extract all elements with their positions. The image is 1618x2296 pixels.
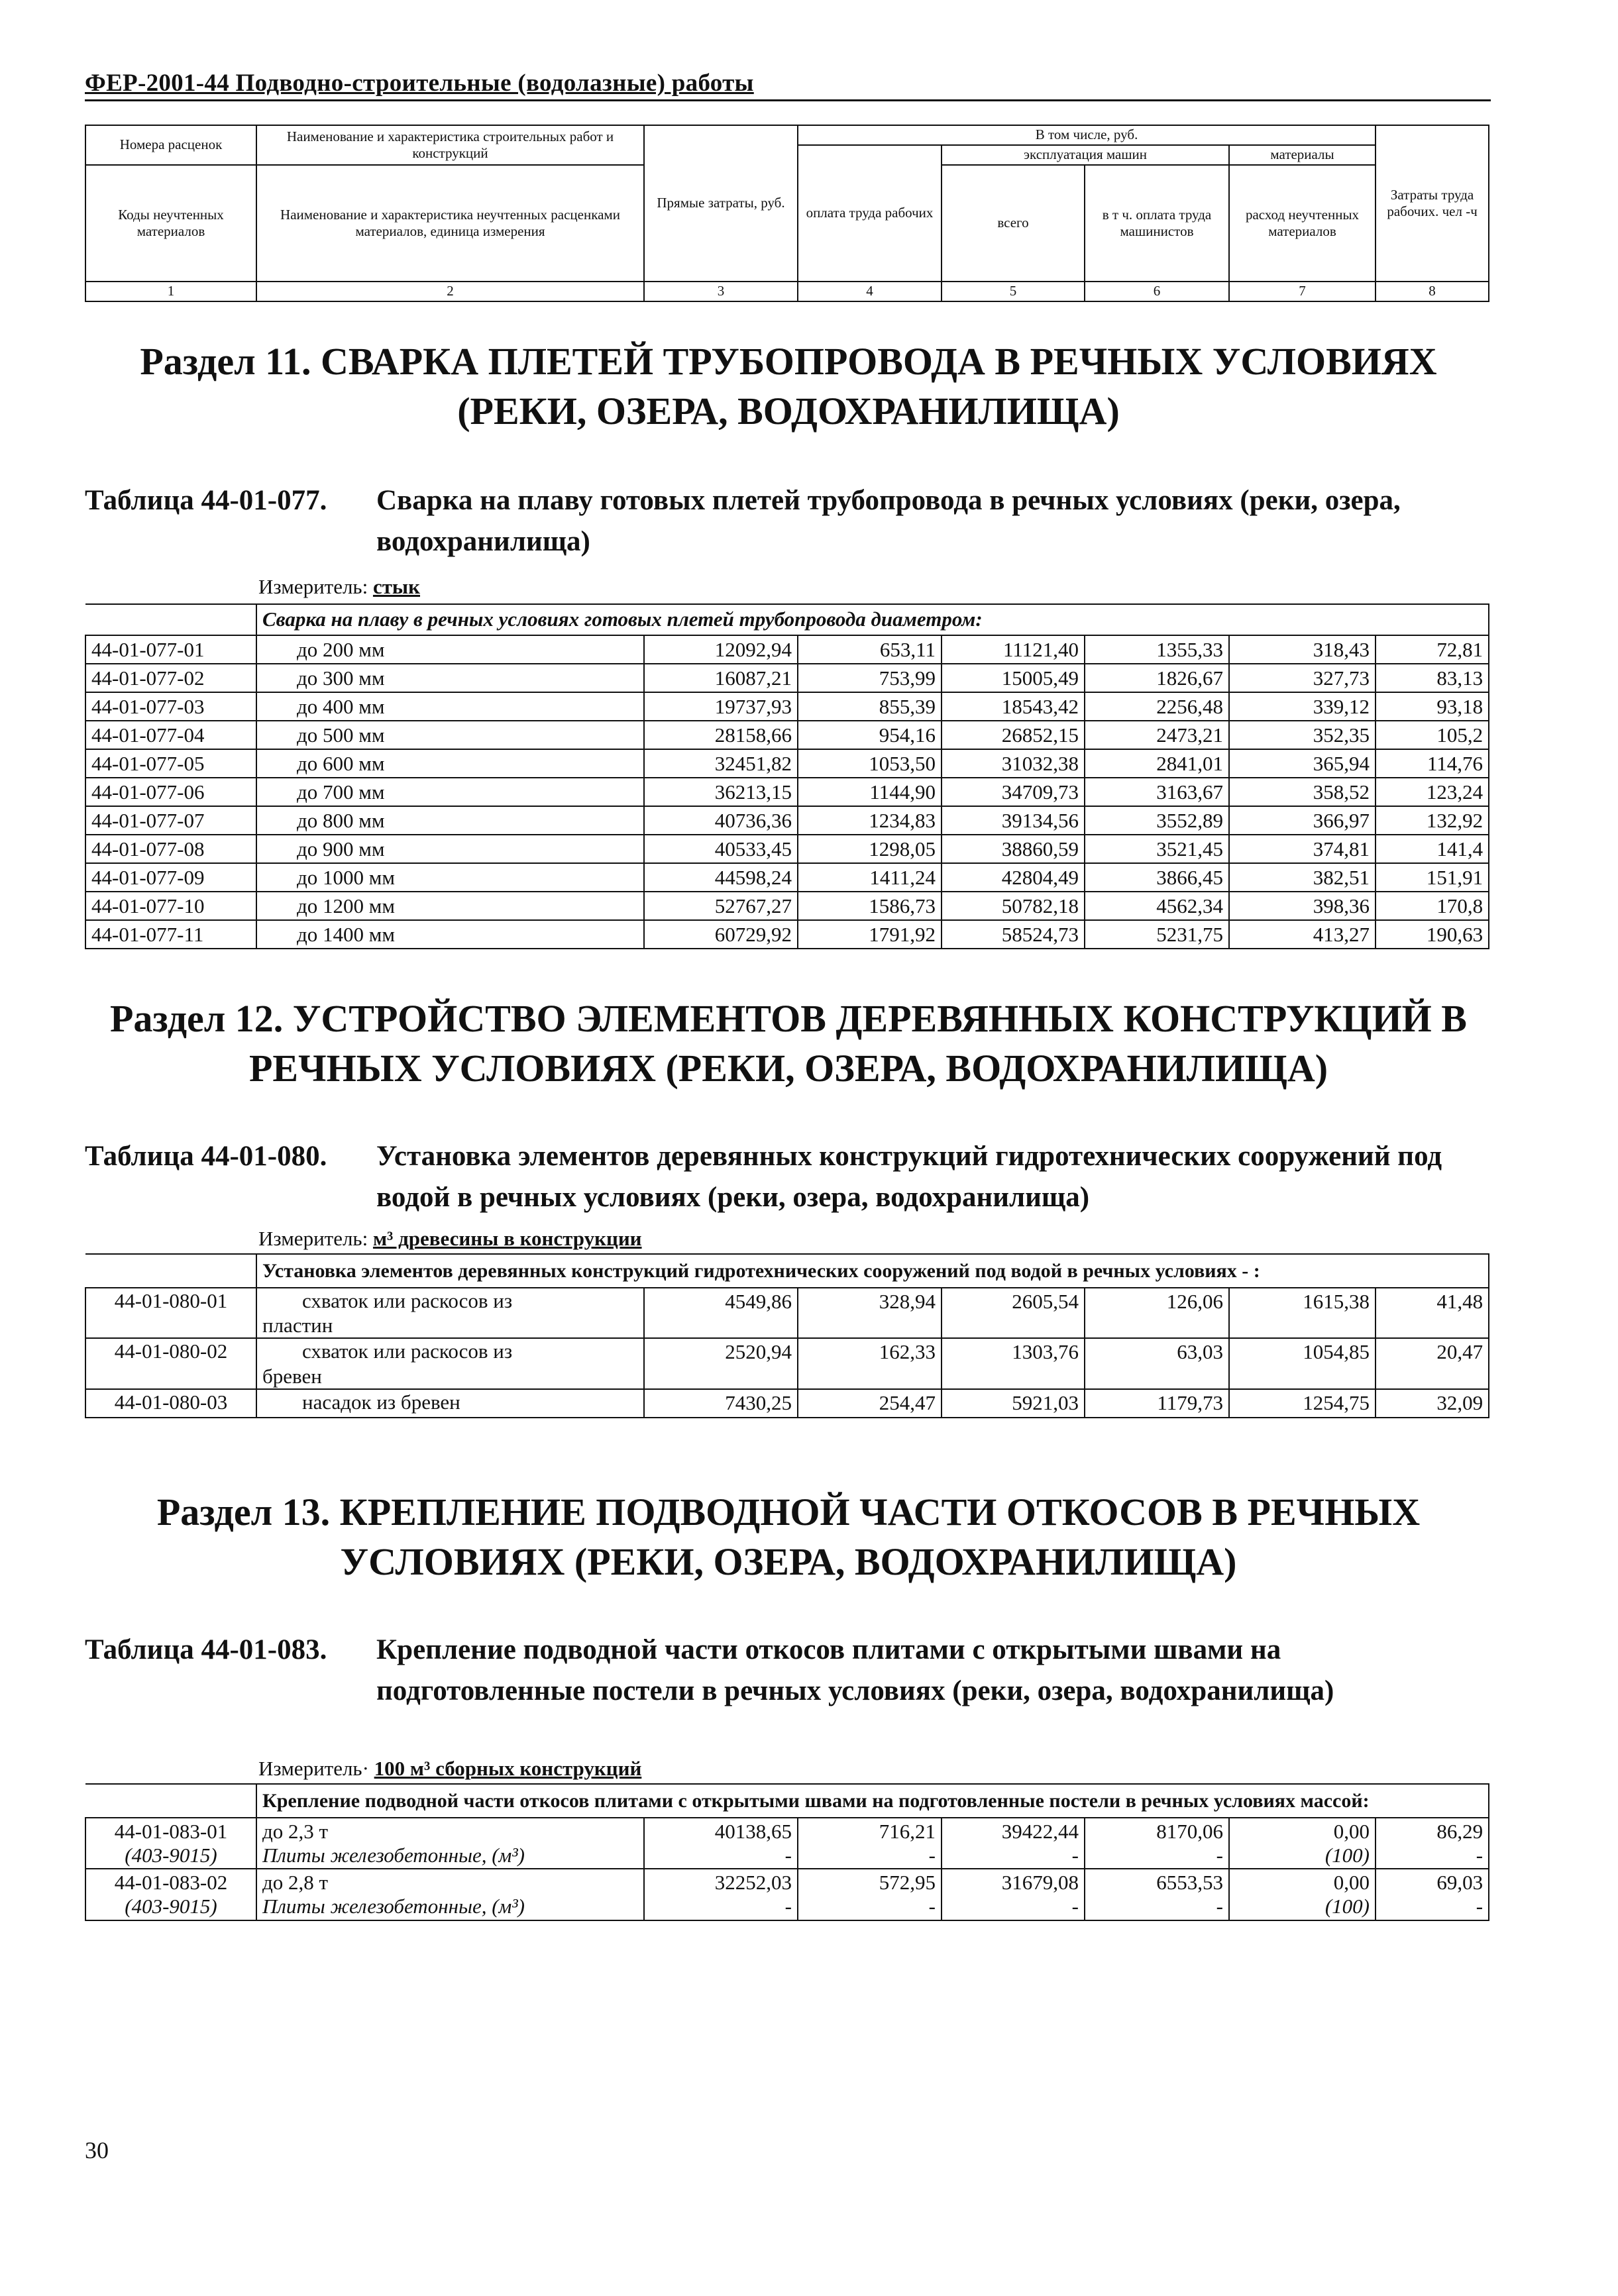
- work-name: до 900 мм: [256, 835, 644, 863]
- value-cell: 63,03: [1085, 1338, 1229, 1388]
- table-row: [85, 892, 1489, 920]
- materials-group-header: материалы: [1229, 145, 1375, 165]
- table-row: [85, 1869, 1489, 1920]
- value-cell: 1053,50: [798, 749, 942, 778]
- machine-wage-header: в т ч. оплата труда машинистов: [1085, 165, 1229, 282]
- value-cell: 26852,15: [942, 721, 1085, 749]
- value-cell: 39134,56: [942, 806, 1085, 835]
- column-header-table: [85, 125, 1489, 302]
- value: 572,95: [879, 1871, 936, 1895]
- work-name: насадок из бревен: [256, 1389, 644, 1418]
- table-080: [85, 1253, 1489, 1418]
- value-cell: 5231,75: [1085, 920, 1229, 949]
- col2-bottom-header: Наименование и характеристика неучтенных расценками материалов, единица измерения: [256, 165, 644, 282]
- value-cell: 1791,92: [798, 920, 942, 949]
- value-cell: 170,8: [1375, 892, 1489, 920]
- value-cell: 1826,67: [1085, 664, 1229, 692]
- work-name: схваток или раскосов из бревен: [256, 1338, 644, 1388]
- value-cell: 7430,25: [644, 1389, 798, 1418]
- rate-code: 44-01-077-10: [85, 892, 256, 920]
- value-cell: [644, 1869, 798, 1920]
- value-cell: 60729,92: [644, 920, 798, 949]
- value-cell: 653,11: [798, 635, 942, 664]
- value: 6553,53: [1156, 1871, 1223, 1895]
- work-name: до 200 мм: [256, 635, 644, 664]
- value-cell: 352,35: [1229, 721, 1375, 749]
- materials-sub-header: расход неучтенных материалов: [1229, 165, 1375, 282]
- rate-code: 44-01-077-09: [85, 863, 256, 892]
- value-cell: 16087,21: [644, 664, 798, 692]
- rate-code: 44-01-080-02: [85, 1338, 256, 1388]
- value: 716,21: [879, 1820, 936, 1843]
- page-number: 30: [85, 2137, 109, 2164]
- work-name: до 2,3 т: [262, 1820, 329, 1843]
- work-name: до 700 мм: [256, 778, 644, 806]
- value-cell: [1085, 1818, 1229, 1869]
- work-name: до 300 мм: [256, 664, 644, 692]
- column-number: 6: [1085, 282, 1229, 301]
- table-row: [85, 749, 1489, 778]
- material-code: (403-9015): [125, 1894, 217, 1918]
- measure-value: м³ древесины в конструкции: [372, 1227, 642, 1250]
- value-cell: 318,43: [1229, 635, 1375, 664]
- material-value: (100): [1324, 1894, 1370, 1918]
- section-13-title: Раздел 13. КРЕПЛЕНИЕ ПОДВОДНОЙ ЧАСТИ ОТКОСОВ В РЕЧНЫХ УСЛОВИЯХ (РЕКИ, ОЗЕРА, ВОДОХРАНИЛИЩА): [156, 1490, 1421, 1584]
- value-cell: 162,33: [798, 1338, 942, 1388]
- value-cell: [1375, 1869, 1489, 1920]
- work-name: до 1200 мм: [256, 892, 644, 920]
- value-cell: 1298,05: [798, 835, 942, 863]
- work-name: до 1400 мм: [256, 920, 644, 949]
- value-cell: 28158,66: [644, 721, 798, 749]
- breakdown-group-header: В том числе, руб.: [798, 125, 1375, 145]
- value-cell: 41,48: [1375, 1288, 1489, 1338]
- table-083-caption-text: Крепление подводной части откосов плитами с открытыми швами на подготовленные постели в речных условиях (реки, озера, водохранилища): [376, 1634, 1334, 1707]
- rate-code: 44-01-080-03: [85, 1389, 256, 1418]
- table-080-subheader: Установка элементов деревянных конструкций гидротехнических сооружений под водой в речных условиях - :: [256, 1254, 1489, 1288]
- value-cell: 114,76: [1375, 749, 1489, 778]
- value: 86,29: [1436, 1820, 1483, 1843]
- value-cell: 141,4: [1375, 835, 1489, 863]
- table-row: [85, 664, 1489, 692]
- table-077: [85, 603, 1489, 949]
- table-row: [85, 692, 1489, 721]
- value-cell: 3866,45: [1085, 863, 1229, 892]
- value-cell: 83,13: [1375, 664, 1489, 692]
- value-cell: 382,51: [1229, 863, 1375, 892]
- material-value: -: [1216, 1843, 1223, 1867]
- material-value: -: [784, 1894, 792, 1918]
- value-cell: 1355,33: [1085, 635, 1229, 664]
- column-number: 4: [798, 282, 942, 301]
- value-cell: 753,99: [798, 664, 942, 692]
- column-number: 1: [85, 282, 256, 301]
- rate-code: 44-01-077-01: [85, 635, 256, 664]
- value-cell: [1375, 1818, 1489, 1869]
- table-083-caption: [85, 1630, 1489, 1712]
- material-value: -: [928, 1894, 936, 1918]
- value-cell: 365,94: [1229, 749, 1375, 778]
- wage-header: оплата труда рабочих: [798, 145, 942, 282]
- labor-header: Затраты труда рабочих. чел -ч: [1375, 125, 1489, 282]
- value-cell: 38860,59: [942, 835, 1085, 863]
- table-row: [85, 1389, 1489, 1418]
- value-cell: 40736,36: [644, 806, 798, 835]
- value-cell: 20,47: [1375, 1338, 1489, 1388]
- value-cell: 413,27: [1229, 920, 1375, 949]
- material-value: -: [1216, 1894, 1223, 1918]
- value-cell: 328,94: [798, 1288, 942, 1338]
- material-value: -: [1071, 1894, 1079, 1918]
- measure-label: Измеритель:: [258, 1227, 368, 1250]
- value-cell: 42804,49: [942, 863, 1085, 892]
- rate-code: 44-01-077-08: [85, 835, 256, 863]
- value: 0,00: [1333, 1871, 1370, 1895]
- value-cell: 72,81: [1375, 635, 1489, 664]
- value-cell: [644, 1818, 798, 1869]
- value-cell: 36213,15: [644, 778, 798, 806]
- value-cell: 31032,38: [942, 749, 1085, 778]
- value: 69,03: [1436, 1871, 1483, 1895]
- value-cell: 105,2: [1375, 721, 1489, 749]
- material-value: -: [1476, 1894, 1483, 1918]
- value-cell: 374,81: [1229, 835, 1375, 863]
- table-083: [85, 1783, 1489, 1921]
- machine-group-header: эксплуатация машин: [942, 145, 1229, 165]
- value: 39422,44: [1001, 1820, 1079, 1843]
- work-name: до 1000 мм: [256, 863, 644, 892]
- table-080-caption-text: Установка элементов деревянных конструкций гидротехнических сооружений под водой в речных условиях (реки, озера, водохранилища): [376, 1141, 1442, 1214]
- value-cell: 2520,94: [644, 1338, 798, 1388]
- value-cell: 58524,73: [942, 920, 1085, 949]
- value-cell: 34709,73: [942, 778, 1085, 806]
- table-077-caption-number: Таблица 44-01-077.: [85, 485, 327, 516]
- table-080-measure: [258, 1227, 642, 1251]
- column-number: 8: [1375, 282, 1489, 301]
- value: 0,00: [1333, 1820, 1370, 1843]
- table-080-caption: [85, 1136, 1489, 1219]
- col1-bottom-header: Коды неучтенных материалов: [85, 165, 256, 282]
- table-row: [85, 1338, 1489, 1388]
- rate-code: 44-01-077-05: [85, 749, 256, 778]
- value-cell: 12092,94: [644, 635, 798, 664]
- table-077-subheader: Сварка на плаву в речных условиях готовых плетей трубопровода диаметром:: [256, 604, 1489, 635]
- table-row: [85, 1288, 1489, 1338]
- rate-code-cell: [85, 1818, 256, 1869]
- value-cell: 3552,89: [1085, 806, 1229, 835]
- material-value: -: [784, 1843, 792, 1867]
- material-name: Плиты железобетонные, (м³): [262, 1894, 525, 1918]
- value-cell: 398,36: [1229, 892, 1375, 920]
- rate-code: 44-01-083-02: [114, 1871, 228, 1895]
- rate-code: 44-01-077-07: [85, 806, 256, 835]
- value-cell: 50782,18: [942, 892, 1085, 920]
- value-cell: 4549,86: [644, 1288, 798, 1338]
- rate-code-cell: [85, 1869, 256, 1920]
- value-cell: 1144,90: [798, 778, 942, 806]
- value-cell: 4562,34: [1085, 892, 1229, 920]
- table-row: [85, 635, 1489, 664]
- work-name: до 800 мм: [256, 806, 644, 835]
- material-value: (100): [1324, 1843, 1370, 1867]
- value-cell: 1254,75: [1229, 1389, 1375, 1418]
- value-cell: 40533,45: [644, 835, 798, 863]
- value-cell: 855,39: [798, 692, 942, 721]
- header-rule: [85, 99, 1491, 101]
- value-cell: 52767,27: [644, 892, 798, 920]
- work-name-cell: [256, 1818, 644, 1869]
- table-row: [85, 721, 1489, 749]
- value-cell: [798, 1818, 942, 1869]
- value-cell: 1179,73: [1085, 1389, 1229, 1418]
- value-cell: 126,06: [1085, 1288, 1229, 1338]
- work-name: до 500 мм: [256, 721, 644, 749]
- value: 40138,65: [714, 1820, 792, 1843]
- value-cell: 2256,48: [1085, 692, 1229, 721]
- rate-code: 44-01-077-03: [85, 692, 256, 721]
- value: 31679,08: [1001, 1871, 1079, 1895]
- value-cell: 358,52: [1229, 778, 1375, 806]
- value-cell: 954,16: [798, 721, 942, 749]
- col2-top-header: Наименование и характеристика строительных работ и конструкций: [256, 125, 644, 165]
- table-row: [85, 835, 1489, 863]
- value-cell: 44598,24: [644, 863, 798, 892]
- value-cell: [1229, 1869, 1375, 1920]
- rate-code: 44-01-077-06: [85, 778, 256, 806]
- work-name: до 400 мм: [256, 692, 644, 721]
- value-cell: 1411,24: [798, 863, 942, 892]
- value-cell: 190,63: [1375, 920, 1489, 949]
- value-cell: 15005,49: [942, 664, 1085, 692]
- table-row: [85, 1818, 1489, 1869]
- value-cell: 2605,54: [942, 1288, 1085, 1338]
- rate-code: 44-01-080-01: [85, 1288, 256, 1338]
- table-row: [85, 778, 1489, 806]
- value-cell: 123,24: [1375, 778, 1489, 806]
- value-cell: 18543,42: [942, 692, 1085, 721]
- work-name: схваток или раскосов из пластин: [256, 1288, 644, 1338]
- value-cell: [1229, 1818, 1375, 1869]
- table-077-caption-text: Сварка на плаву готовых плетей трубопровода в речных условиях (реки, озера, водохранилища): [376, 485, 1401, 558]
- value-cell: 1234,83: [798, 806, 942, 835]
- value-cell: [942, 1818, 1085, 1869]
- rate-code: 44-01-077-02: [85, 664, 256, 692]
- column-number: 7: [1229, 282, 1375, 301]
- table-row: [85, 863, 1489, 892]
- value-cell: 2473,21: [1085, 721, 1229, 749]
- material-value: -: [1476, 1843, 1483, 1867]
- table-080-caption-number: Таблица 44-01-080.: [85, 1141, 327, 1172]
- rate-code: 44-01-077-11: [85, 920, 256, 949]
- table-083-measure: [258, 1757, 641, 1781]
- column-number: 5: [942, 282, 1085, 301]
- value-cell: 1586,73: [798, 892, 942, 920]
- value-cell: 1615,38: [1229, 1288, 1375, 1338]
- value-cell: [798, 1869, 942, 1920]
- work-name: до 600 мм: [256, 749, 644, 778]
- table-083-caption-number: Таблица 44-01-083.: [85, 1634, 327, 1665]
- value-cell: 32,09: [1375, 1389, 1489, 1418]
- col1-top-header: Номера расценок: [85, 125, 256, 165]
- value-cell: 254,47: [798, 1389, 942, 1418]
- value-cell: 93,18: [1375, 692, 1489, 721]
- value-cell: 1054,85: [1229, 1338, 1375, 1388]
- column-number: 2: [256, 282, 644, 301]
- work-name: до 2,8 т: [262, 1871, 329, 1895]
- value: 8170,06: [1156, 1820, 1223, 1843]
- table-083-subheader: Крепление подводной части откосов плитами с открытыми швами на подготовленные постели в речных условиях массой:: [256, 1784, 1489, 1818]
- value-cell: 2841,01: [1085, 749, 1229, 778]
- value: 32252,03: [714, 1871, 792, 1895]
- rate-code: 44-01-083-01: [114, 1820, 228, 1843]
- value-cell: 11121,40: [942, 635, 1085, 664]
- value-cell: 1303,76: [942, 1338, 1085, 1388]
- value-cell: 366,97: [1229, 806, 1375, 835]
- running-header: ФЕР-2001-44 Подводно-строительные (водолазные) работы: [85, 70, 754, 97]
- table-row: [85, 920, 1489, 949]
- material-value: -: [928, 1843, 936, 1867]
- rate-code: 44-01-077-04: [85, 721, 256, 749]
- direct-costs-header: Прямые затраты, руб.: [644, 125, 798, 282]
- value-cell: 339,12: [1229, 692, 1375, 721]
- value-cell: 32451,82: [644, 749, 798, 778]
- measure-label: Измеритель:: [258, 575, 368, 598]
- table-077-caption: [85, 480, 1489, 563]
- measure-value: 100 м³ сборных конструкций: [374, 1757, 642, 1780]
- column-number: 3: [644, 282, 798, 301]
- machine-total-header: всего: [942, 165, 1085, 282]
- measure-label: Измеритель·: [258, 1757, 369, 1780]
- table-row: [85, 806, 1489, 835]
- value-cell: 5921,03: [942, 1389, 1085, 1418]
- material-name: Плиты железобетонные, (м³): [262, 1843, 525, 1867]
- section-11-title: Раздел 11. СВАРКА ПЛЕТЕЙ ТРУБОПРОВОДА В РЕЧНЫХ УСЛОВИЯХ (РЕКИ, ОЗЕРА, ВОДОХРАНИЛИЩА): [140, 340, 1437, 433]
- value-cell: 3521,45: [1085, 835, 1229, 863]
- value-cell: 151,91: [1375, 863, 1489, 892]
- material-value: -: [1071, 1843, 1079, 1867]
- value-cell: [1085, 1869, 1229, 1920]
- value-cell: [942, 1869, 1085, 1920]
- work-name-cell: [256, 1869, 644, 1920]
- measure-value: стык: [372, 575, 420, 598]
- material-code: (403-9015): [125, 1843, 217, 1867]
- value-cell: 3163,67: [1085, 778, 1229, 806]
- value-cell: 327,73: [1229, 664, 1375, 692]
- section-12-title: Раздел 12. УСТРОЙСТВО ЭЛЕМЕНТОВ ДЕРЕВЯННЫХ КОНСТРУКЦИЙ В РЕЧНЫХ УСЛОВИЯХ (РЕКИ, ОЗЕРА, ВОДОХРАНИЛИЩА): [110, 997, 1467, 1090]
- value-cell: 132,92: [1375, 806, 1489, 835]
- table-077-measure: [258, 575, 420, 599]
- value-cell: 19737,93: [644, 692, 798, 721]
